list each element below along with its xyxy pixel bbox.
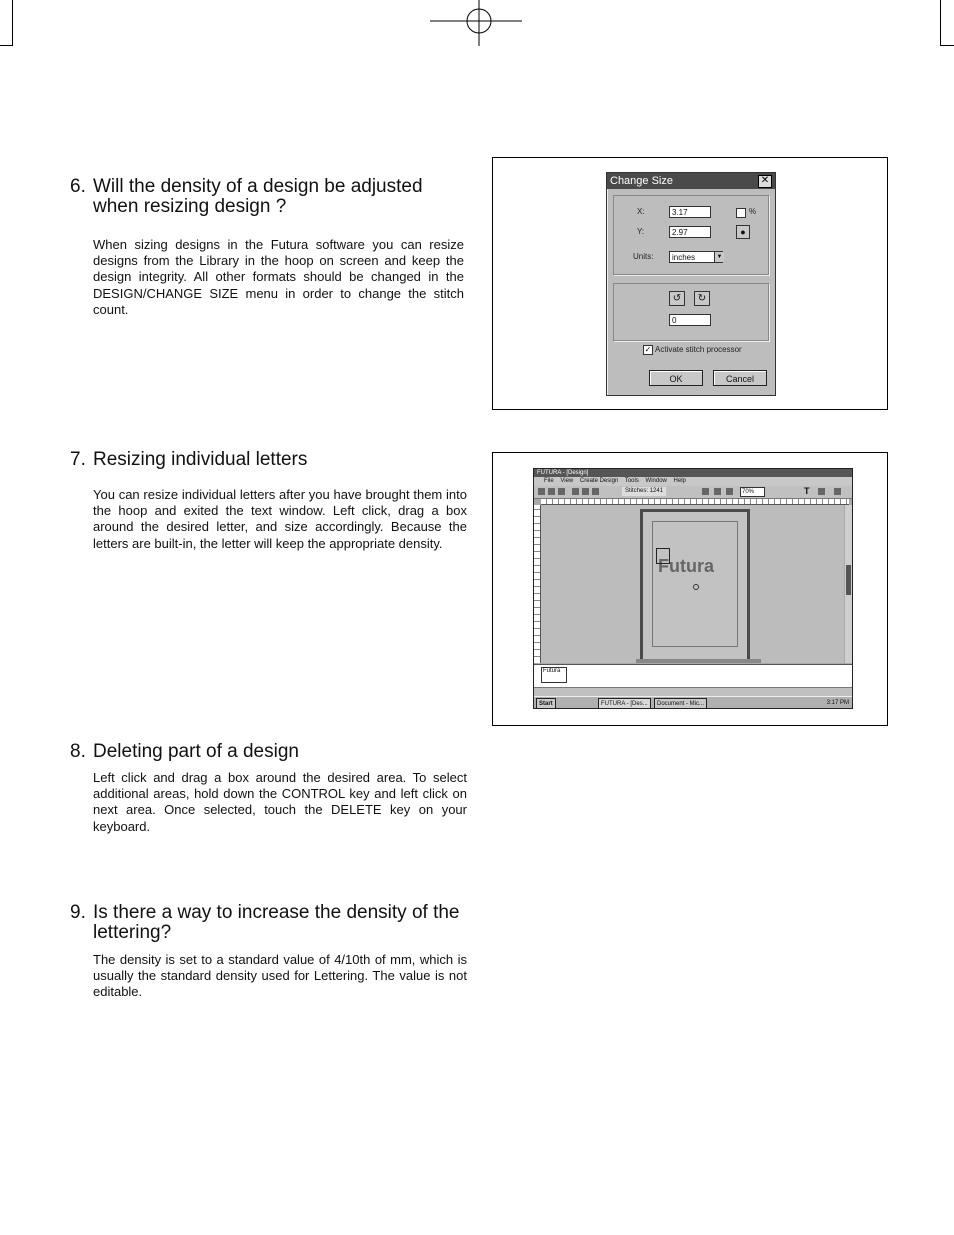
settings-icon[interactable] bbox=[834, 488, 841, 495]
cut-icon[interactable] bbox=[572, 488, 579, 495]
percent-label: % bbox=[749, 207, 757, 216]
question-7-number: 7. bbox=[70, 449, 86, 470]
open-file-icon[interactable] bbox=[548, 488, 555, 495]
menu-file[interactable]: File bbox=[544, 478, 554, 484]
question-6-number: 6. bbox=[70, 176, 86, 197]
left-ruler bbox=[534, 505, 541, 663]
question-7-body: You can resize individual letters after you have brought them into the hoop and exited the text window. Left click, drag a box around the desired letter, and size accordingly. Because the letters are built-in, the letter will keep the appropriate density. bbox=[93, 487, 467, 551]
start-button[interactable]: Start bbox=[536, 698, 556, 709]
question-8-body: Left click and drag a box around the desired area. To select additional areas, hold down the CONTROL key and left click on next area. Once selected, touch the DELETE key on your keyboard. bbox=[93, 770, 467, 834]
stitch-processor-label: Activate stitch processor bbox=[655, 345, 742, 354]
design-text-futura[interactable]: Futura bbox=[658, 556, 714, 576]
text-tool-icon[interactable]: T bbox=[804, 486, 810, 496]
app-menu-bar bbox=[534, 477, 853, 486]
rotate-angle-input[interactable]: 0 bbox=[669, 314, 711, 326]
copy-icon[interactable] bbox=[582, 488, 589, 495]
question-7-heading bbox=[70, 450, 470, 470]
menu-window[interactable]: Window bbox=[645, 478, 667, 484]
rotate-left-icon[interactable]: ↺ bbox=[669, 291, 685, 306]
stitch-processor-checkbox[interactable]: ✓ bbox=[644, 345, 652, 354]
change-size-dialog bbox=[606, 172, 776, 396]
text-entry-field[interactable]: Futura bbox=[541, 667, 567, 683]
percent-checkbox[interactable] bbox=[736, 208, 746, 218]
status-bar bbox=[534, 687, 852, 696]
units-select[interactable]: inches bbox=[669, 251, 723, 263]
figure-change-size bbox=[492, 157, 888, 410]
x-label: X: bbox=[637, 207, 645, 216]
y-label: Y: bbox=[637, 227, 645, 236]
question-6-heading bbox=[70, 177, 470, 217]
app-toolbar bbox=[534, 486, 852, 499]
hoop-center-icon bbox=[693, 584, 699, 590]
text-entry-panel bbox=[534, 664, 852, 687]
taskbar-item-document[interactable]: Document - Mic... bbox=[654, 698, 707, 709]
new-file-icon[interactable] bbox=[538, 488, 545, 495]
hoop-icon[interactable] bbox=[714, 488, 721, 495]
selected-letter-handle[interactable] bbox=[656, 548, 670, 564]
question-8-title: Deleting part of a design bbox=[93, 741, 299, 762]
figure-futura-window bbox=[492, 452, 888, 726]
chevron-down-icon[interactable]: ▼ bbox=[714, 252, 724, 262]
question-9-number: 9. bbox=[70, 902, 86, 923]
futura-app-window bbox=[533, 468, 853, 709]
question-8-number: 8. bbox=[70, 741, 86, 762]
horizontal-scrollbar[interactable] bbox=[636, 659, 761, 663]
menu-tools[interactable]: Tools bbox=[624, 478, 639, 484]
y-size-input[interactable]: 2.97 bbox=[669, 226, 711, 238]
lock-proportions-icon[interactable]: ● bbox=[736, 225, 750, 239]
crop-mark-left-horizontal bbox=[0, 45, 13, 46]
embroidery-hoop bbox=[640, 509, 750, 663]
zoom-select[interactable]: 70% bbox=[740, 487, 765, 497]
registration-mark-icon bbox=[430, 0, 522, 46]
crop-mark-right-horizontal bbox=[940, 45, 954, 46]
save-file-icon[interactable] bbox=[558, 488, 565, 495]
vertical-scrollbar[interactable] bbox=[845, 505, 852, 663]
monogram-icon[interactable] bbox=[818, 488, 825, 495]
menu-view[interactable]: View bbox=[560, 478, 574, 484]
app-title: FUTURA - [Design] bbox=[537, 470, 589, 476]
taskbar bbox=[534, 696, 852, 709]
grid-icon[interactable] bbox=[726, 488, 733, 495]
dialog-title-bar bbox=[607, 173, 775, 189]
vertical-scroll-thumb[interactable] bbox=[846, 565, 851, 595]
taskbar-clock: 3:17 PM bbox=[826, 700, 849, 706]
units-label: Units: bbox=[633, 252, 654, 261]
ok-button[interactable]: OK bbox=[649, 370, 703, 386]
question-8-heading bbox=[70, 742, 470, 762]
question-7-title: Resizing individual letters bbox=[93, 449, 308, 470]
paste-icon[interactable] bbox=[592, 488, 599, 495]
question-9-body: The density is set to a standard value of 4/10th of mm, which is usually the standard density used for Lettering. The value is not editable. bbox=[93, 952, 467, 1000]
menu-help[interactable]: Help bbox=[673, 478, 686, 484]
x-size-input[interactable]: 3.17 bbox=[669, 206, 711, 218]
crop-mark-right-vertical bbox=[940, 0, 941, 45]
design-canvas[interactable] bbox=[541, 505, 844, 663]
zoom-icon[interactable] bbox=[702, 488, 709, 495]
crop-mark-left-vertical bbox=[12, 0, 13, 45]
app-title-bar bbox=[534, 469, 853, 477]
stitch-count: Stitches: 1241 bbox=[622, 487, 666, 496]
question-9-heading bbox=[70, 903, 470, 943]
menu-create-design[interactable]: Create Design bbox=[579, 478, 619, 484]
taskbar-item-futura[interactable]: FUTURA - [Des... bbox=[598, 698, 651, 709]
question-9-title: Is there a way to increase the density of the lettering? bbox=[93, 902, 460, 943]
question-6-body: When sizing designs in the Futura software you can resize designs from the Library in the hoop on screen and keep the design integrity. All other formats should be changed in the DESIGN/CHANGE SIZE menu in order to change the stitch count. bbox=[93, 237, 464, 317]
rotate-right-icon[interactable]: ↻ bbox=[694, 291, 710, 306]
cancel-button[interactable]: Cancel bbox=[713, 370, 767, 386]
close-icon[interactable]: ✕ bbox=[758, 175, 772, 188]
dialog-title: Change Size bbox=[610, 175, 673, 187]
question-6-title: Will the density of a design be adjusted when resizing design ? bbox=[93, 176, 423, 217]
rotate-group bbox=[613, 283, 769, 341]
